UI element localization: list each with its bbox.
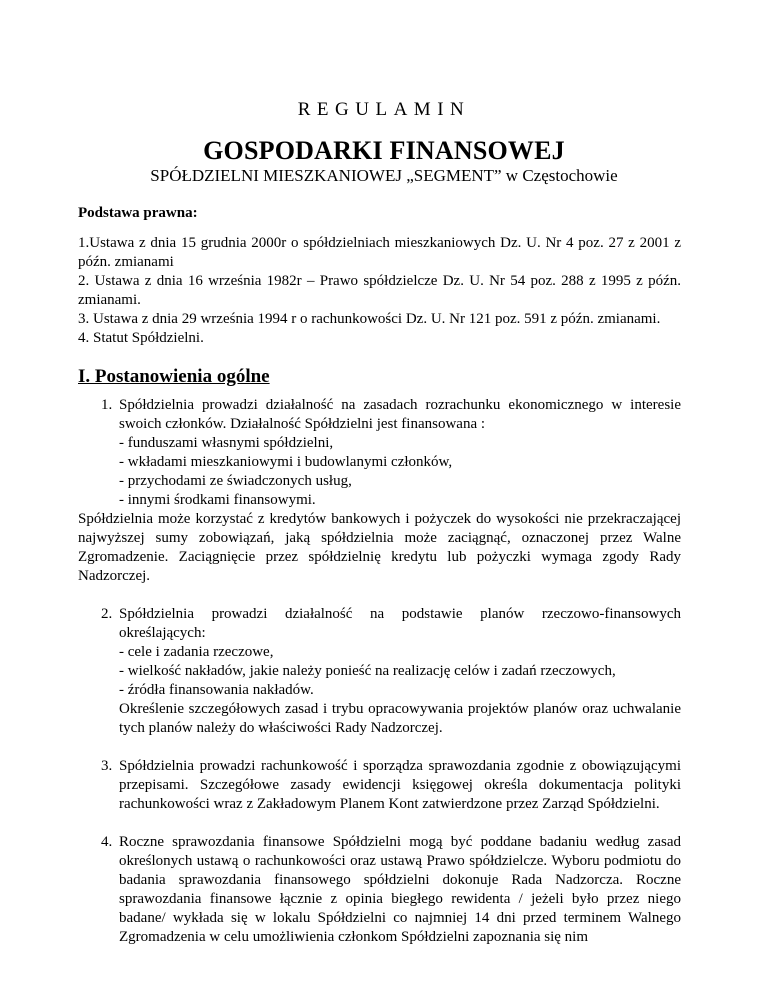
list-item: [78, 396, 681, 586]
item-number: 1.: [101, 397, 113, 413]
legal-basis-entry: 1.Ustawa z dnia 15 grudnia 2000r o spółdzielniach mieszkaniowych Dz. U. Nr 4 poz. 27 z 2001 z późn. zmianami: [78, 235, 681, 270]
item-sublist-entry: - cele i zadania rzeczowe,: [119, 644, 274, 660]
item-sublist-entry: - przychodami ze świadczonych usług,: [119, 473, 352, 489]
item-sublist-entry: - wielkość nakładów, jakie należy ponieść na realizację celów i zadań rzeczowych,: [119, 663, 616, 679]
item-paragraph: Określenie szczegółowych zasad i trybu opracowywania projektów planów oraz uchwalanie tych planów należy do właściwości Rady Nadzorczej.: [119, 701, 681, 736]
item-number: 2.: [101, 606, 113, 622]
item-sublist-entry: - funduszami własnymi spółdzielni,: [119, 435, 334, 451]
list-item: [78, 833, 681, 947]
legal-basis-list: [78, 234, 681, 348]
title-main: GOSPODARKI FINANSOWEJ: [203, 136, 565, 165]
list-item: [78, 605, 681, 738]
item-sublist-entry: - innymi środkami finansowymi.: [119, 492, 316, 508]
section-items: [78, 396, 681, 947]
legal-basis-label: Podstawa prawna:: [78, 205, 198, 221]
legal-basis-entry: 2. Ustawa z dnia 16 września 1982r – Prawo spółdzielcze Dz. U. Nr 54 poz. 288 z 1995 z późn. zmianami.: [78, 273, 681, 308]
item-sublist-entry: - wkładami mieszkaniowymi i budowlanymi członków,: [119, 454, 453, 470]
item-paragraph: Spółdzielnia może korzystać z kredytów bankowych i pożyczek do wysokości nie przekraczającej najwyższej sumy zobowiązań, jaką spółdzielnia może zaciągnąć, oznaczonej przez Walne Zgromadzenie. Zaciągnięcie przez spółdzielnię kredytu lub pożyczki wymaga zgody Rady Nadzorczej.: [78, 511, 681, 584]
title-regulamin: REGULAMIN: [297, 99, 471, 120]
title-subtitle: SPÓŁDZIELNI MIESZKANIOWEJ „SEGMENT” w Częstochowie: [150, 166, 618, 185]
legal-basis-entry: 3. Ustawa z dnia 29 września 1994 r o rachunkowości Dz. U. Nr 121 poz. 591 z późn. zmianami.: [78, 311, 661, 327]
item-text: Spółdzielnia prowadzi rachunkowość i sporządza sprawozdania zgodnie z obowiązującymi przepisami. Szczegółowe zasady ewidencji księgowej określa dokumentacja polityki rachunkowości wraz z Zakładowym Planem Kont zatwierdzone przez Zarząd Spółdzielni.: [119, 758, 681, 812]
item-intro: Spółdzielnia prowadzi działalność na zasadach rozrachunku ekonomicznego w interesie swoich członków. Działalność Spółdzielni jest finansowana :: [119, 397, 681, 432]
section-heading: I. Postanowienia ogólne: [78, 366, 270, 387]
list-item: [78, 757, 681, 814]
item-sublist-entry: - źródła finansowania nakładów.: [119, 682, 314, 698]
item-number: 4.: [101, 834, 113, 850]
item-text: Roczne sprawozdania finansowe Spółdzielni mogą być poddane badaniu według zasad określonych ustawą o rachunkowości oraz ustawą Prawo spółdzielcze. Wyboru podmiotu do badania sprawozdania finansowego spółdzielni dokonuje Rada Nadzorcza. Roczne sprawozdania finansowe łącznie z opinia biegłego rewidenta / jeżeli było przez niego badane/ wykłada się w lokalu Spółdzielni co najmniej 14 dni przed terminem Walnego Zgromadzenia w celu umożliwienia członkom Spółdzielni zapoznania się nim: [119, 834, 681, 945]
item-intro: Spółdzielnia prowadzi działalność na podstawie planów rzeczowo-finansowych określających:: [119, 606, 681, 641]
item-number: 3.: [101, 758, 113, 774]
legal-basis-entry: 4. Statut Spółdzielni.: [78, 330, 204, 346]
